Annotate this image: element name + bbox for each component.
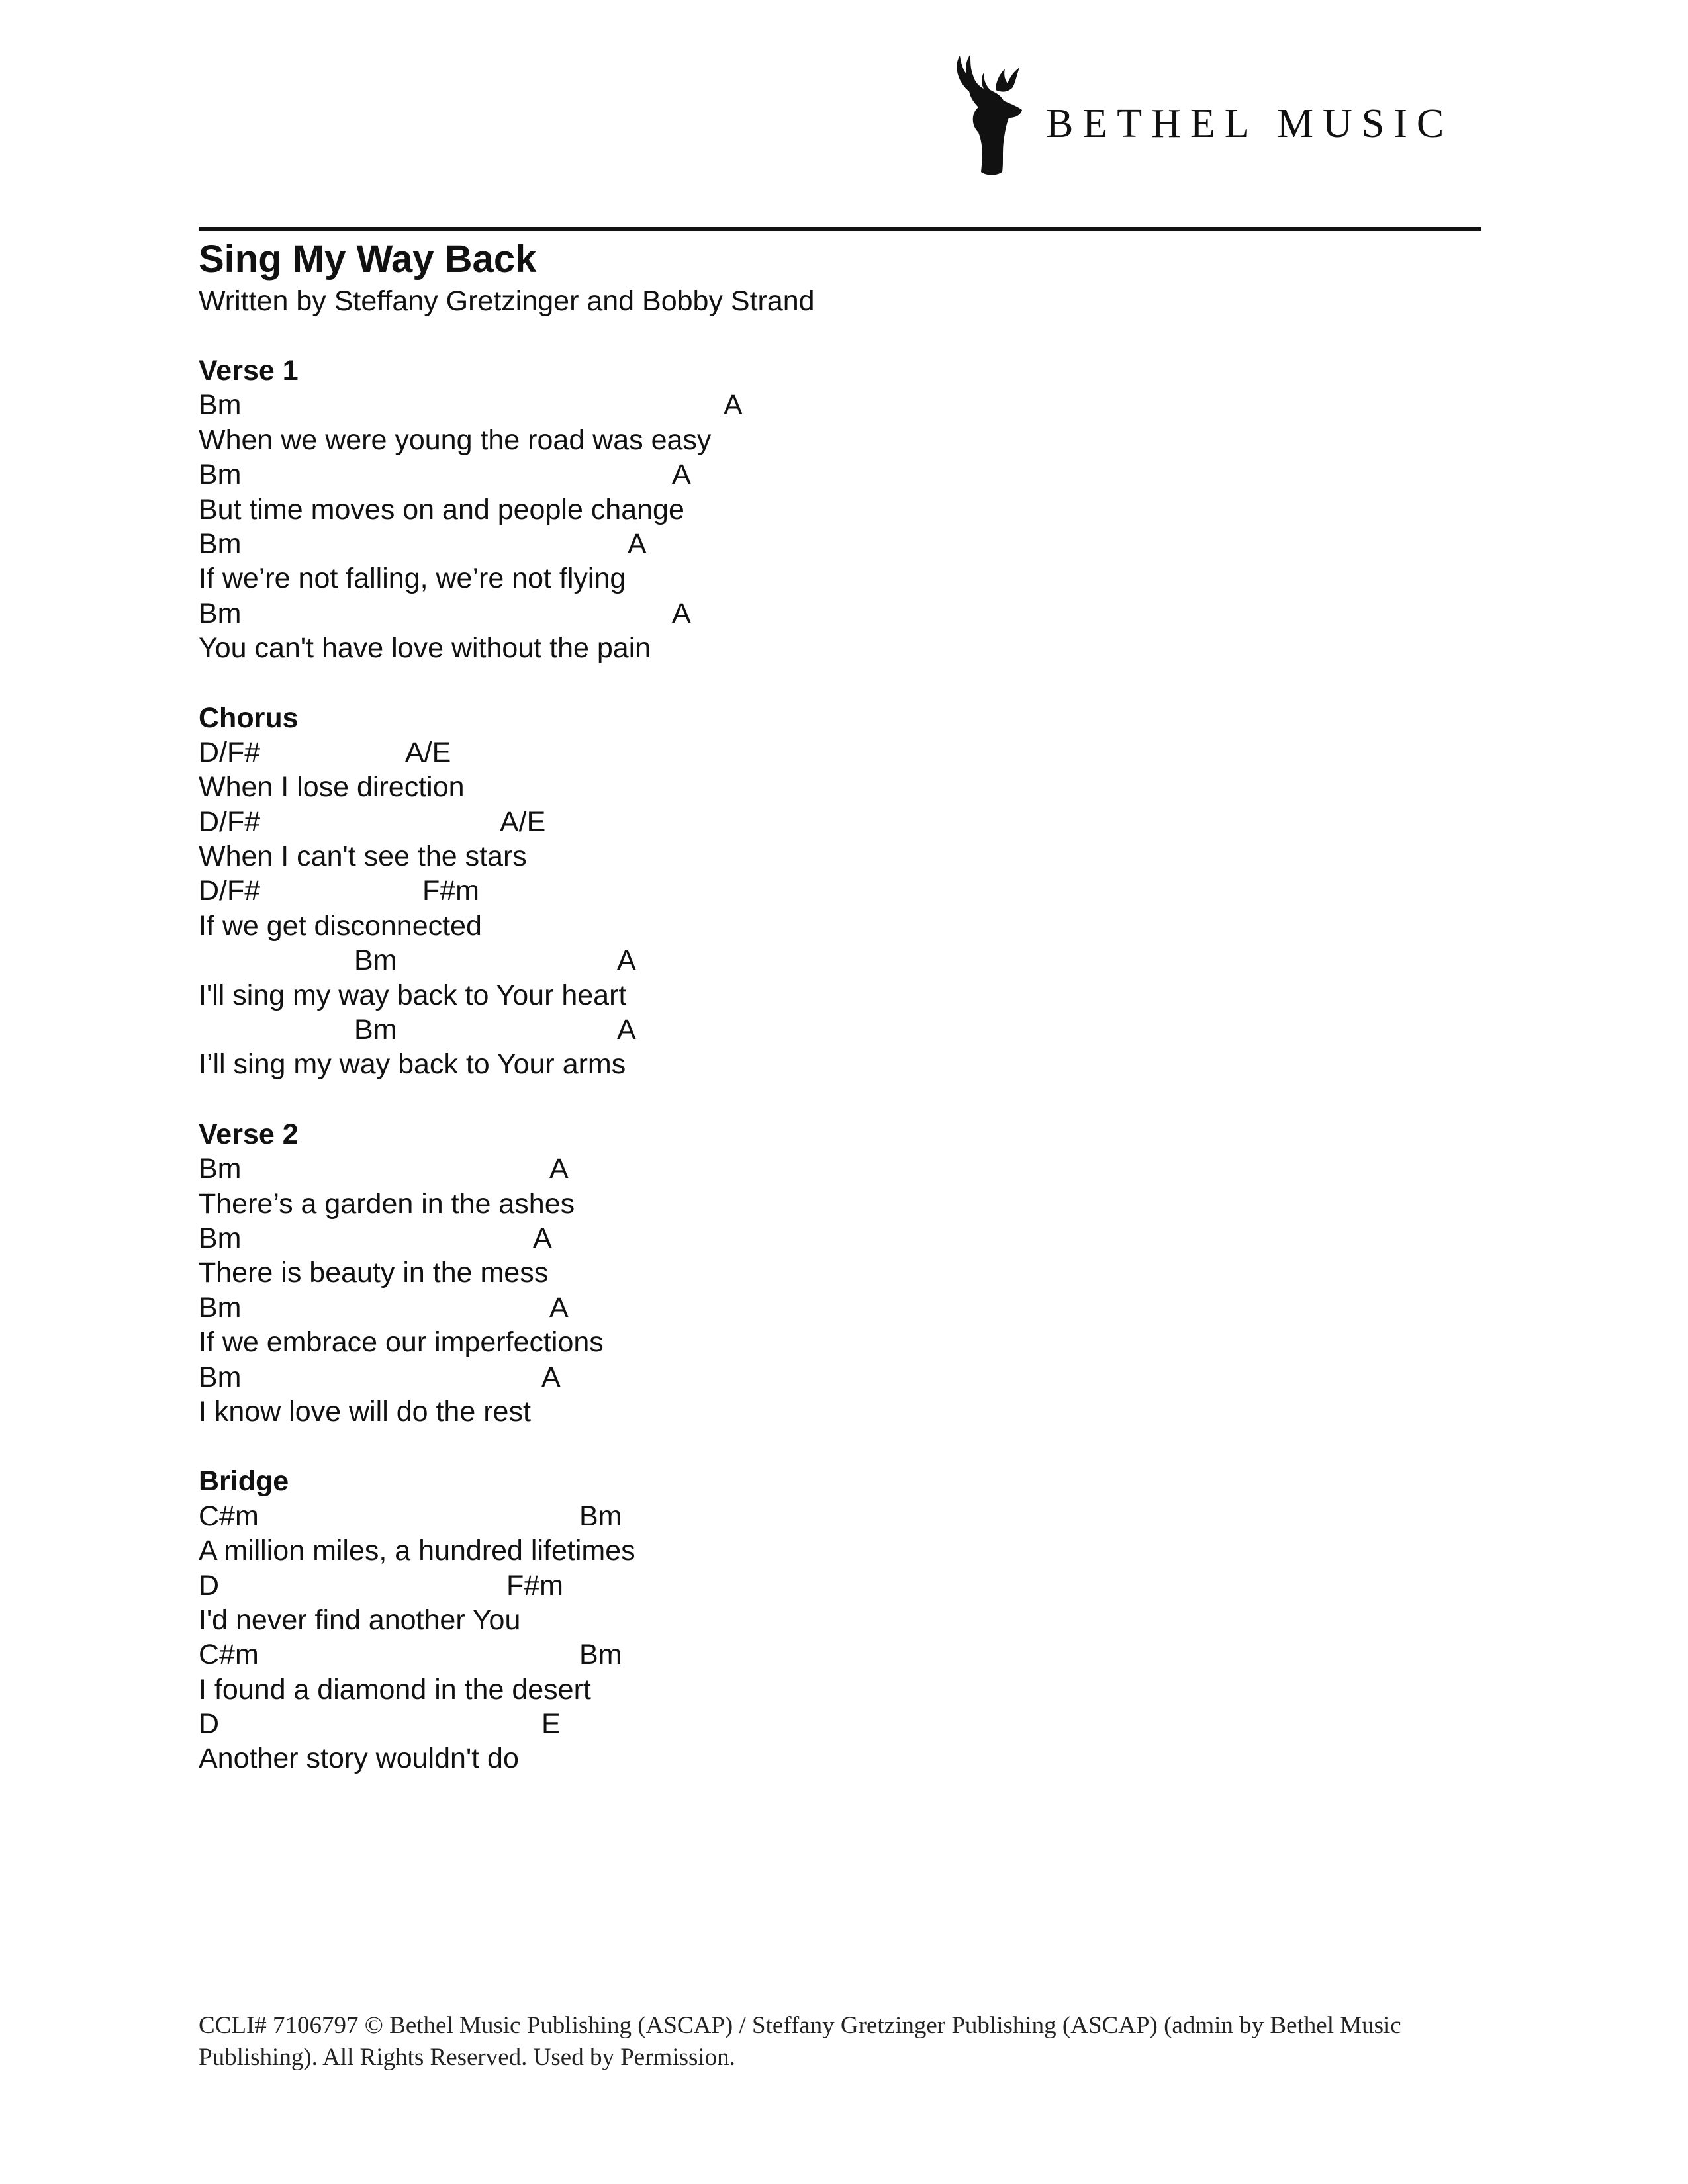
- chord-line: [199, 457, 1456, 492]
- chord: F#m: [422, 875, 479, 907]
- lyric-line: When we were young the road was easy: [199, 424, 712, 456]
- lyric-line: If we’re not falling, we’re not flying: [199, 563, 626, 595]
- chord-line: [199, 1569, 1456, 1603]
- section-heading-chorus: Chorus: [199, 702, 299, 734]
- chord: F#m: [506, 1569, 563, 1602]
- chord-line: [199, 1013, 1456, 1047]
- chord: A: [549, 1291, 569, 1324]
- chord: D/F#: [199, 736, 261, 768]
- chord-line: [199, 388, 1456, 422]
- chord-line: [199, 1152, 1456, 1186]
- chord: D: [199, 1708, 220, 1741]
- chord: C#m: [199, 1639, 259, 1671]
- chord: A: [549, 1153, 569, 1185]
- chord-line: [199, 1707, 1456, 1741]
- chord: D/F#: [199, 875, 261, 907]
- lyric-line: You can't have love without the pain: [199, 632, 651, 664]
- chord-line: [199, 874, 1456, 908]
- chord-line: [199, 1291, 1456, 1325]
- lyric-line: I found a diamond in the desert: [199, 1673, 591, 1706]
- chord: A: [617, 944, 636, 977]
- lyric-line: I'd never find another You: [199, 1604, 521, 1636]
- chord: A: [617, 1014, 636, 1046]
- chord: Bm: [199, 389, 242, 422]
- chord: A: [533, 1222, 552, 1254]
- lyric-line: When I lose direction: [199, 771, 465, 803]
- chord: A: [628, 527, 647, 560]
- chord: Bm: [199, 597, 242, 629]
- chord: E: [541, 1708, 561, 1741]
- chord: Bm: [199, 1153, 242, 1185]
- chord-line: [199, 527, 1456, 561]
- song-title: Sing My Way Back: [199, 238, 537, 281]
- songwriter-credits: Written by Steffany Gretzinger and Bobby Strand: [199, 285, 815, 317]
- chord-line: [199, 1221, 1456, 1255]
- chord: Bm: [199, 1222, 242, 1254]
- chord: A/E: [405, 736, 451, 768]
- lyric-line: I’ll sing my way back to Your arms: [199, 1048, 626, 1081]
- chord-line: [199, 1637, 1456, 1672]
- chord-line: [199, 805, 1456, 839]
- brand-name: BETHEL MUSIC: [1046, 101, 1454, 146]
- chord: A: [724, 389, 743, 422]
- chord: A: [672, 597, 691, 629]
- chord: Bm: [579, 1500, 622, 1532]
- chord: C#m: [199, 1500, 259, 1532]
- header-divider: [199, 227, 1481, 231]
- chord: A: [672, 459, 691, 491]
- chord-line: [199, 735, 1456, 770]
- chord-line: [199, 943, 1456, 978]
- lyric-line: Another story wouldn't do: [199, 1743, 519, 1775]
- chord-sheet: [199, 235, 1456, 1776]
- bethel-music-logo: [944, 46, 1474, 179]
- chord: A/E: [500, 805, 546, 838]
- chord: Bm: [199, 1361, 242, 1393]
- chord-line: [199, 1499, 1456, 1533]
- chord: Bm: [354, 1014, 397, 1046]
- chord: D: [199, 1569, 220, 1602]
- lyric-line: There’s a garden in the ashes: [199, 1187, 575, 1220]
- copyright-notice: CCLI# 7106797 © Bethel Music Publishing (ASCAP) / Steffany Gretzinger Publishing (ASCAP) (admin by Bethel Music Publishing). All Rights Reserved. Used by Permission.: [199, 2012, 1401, 2071]
- lyric-line: I'll sing my way back to Your heart: [199, 979, 627, 1011]
- chord: D/F#: [199, 805, 261, 838]
- chord: Bm: [199, 459, 242, 491]
- lyric-line: If we get disconnected: [199, 909, 482, 942]
- section-heading-verse-2: Verse 2: [199, 1118, 299, 1150]
- chord-line: [199, 1360, 1456, 1394]
- lyric-line: A million miles, a hundred lifetimes: [199, 1535, 635, 1567]
- lyric-line: When I can't see the stars: [199, 841, 527, 873]
- section-heading-verse-1: Verse 1: [199, 355, 299, 387]
- lyric-line: I know love will do the rest: [199, 1395, 531, 1428]
- chord: Bm: [199, 1291, 242, 1324]
- chord: Bm: [199, 527, 242, 560]
- lyric-line: But time moves on and people change: [199, 493, 684, 525]
- lyric-line: If we embrace our imperfections: [199, 1326, 604, 1359]
- lyric-line: There is beauty in the mess: [199, 1257, 549, 1289]
- deer-head-icon: [944, 46, 1037, 179]
- section-heading-bridge: Bridge: [199, 1465, 289, 1498]
- chord: Bm: [579, 1639, 622, 1671]
- chord: A: [541, 1361, 561, 1393]
- chord: Bm: [354, 944, 397, 977]
- chord-line: [199, 596, 1456, 631]
